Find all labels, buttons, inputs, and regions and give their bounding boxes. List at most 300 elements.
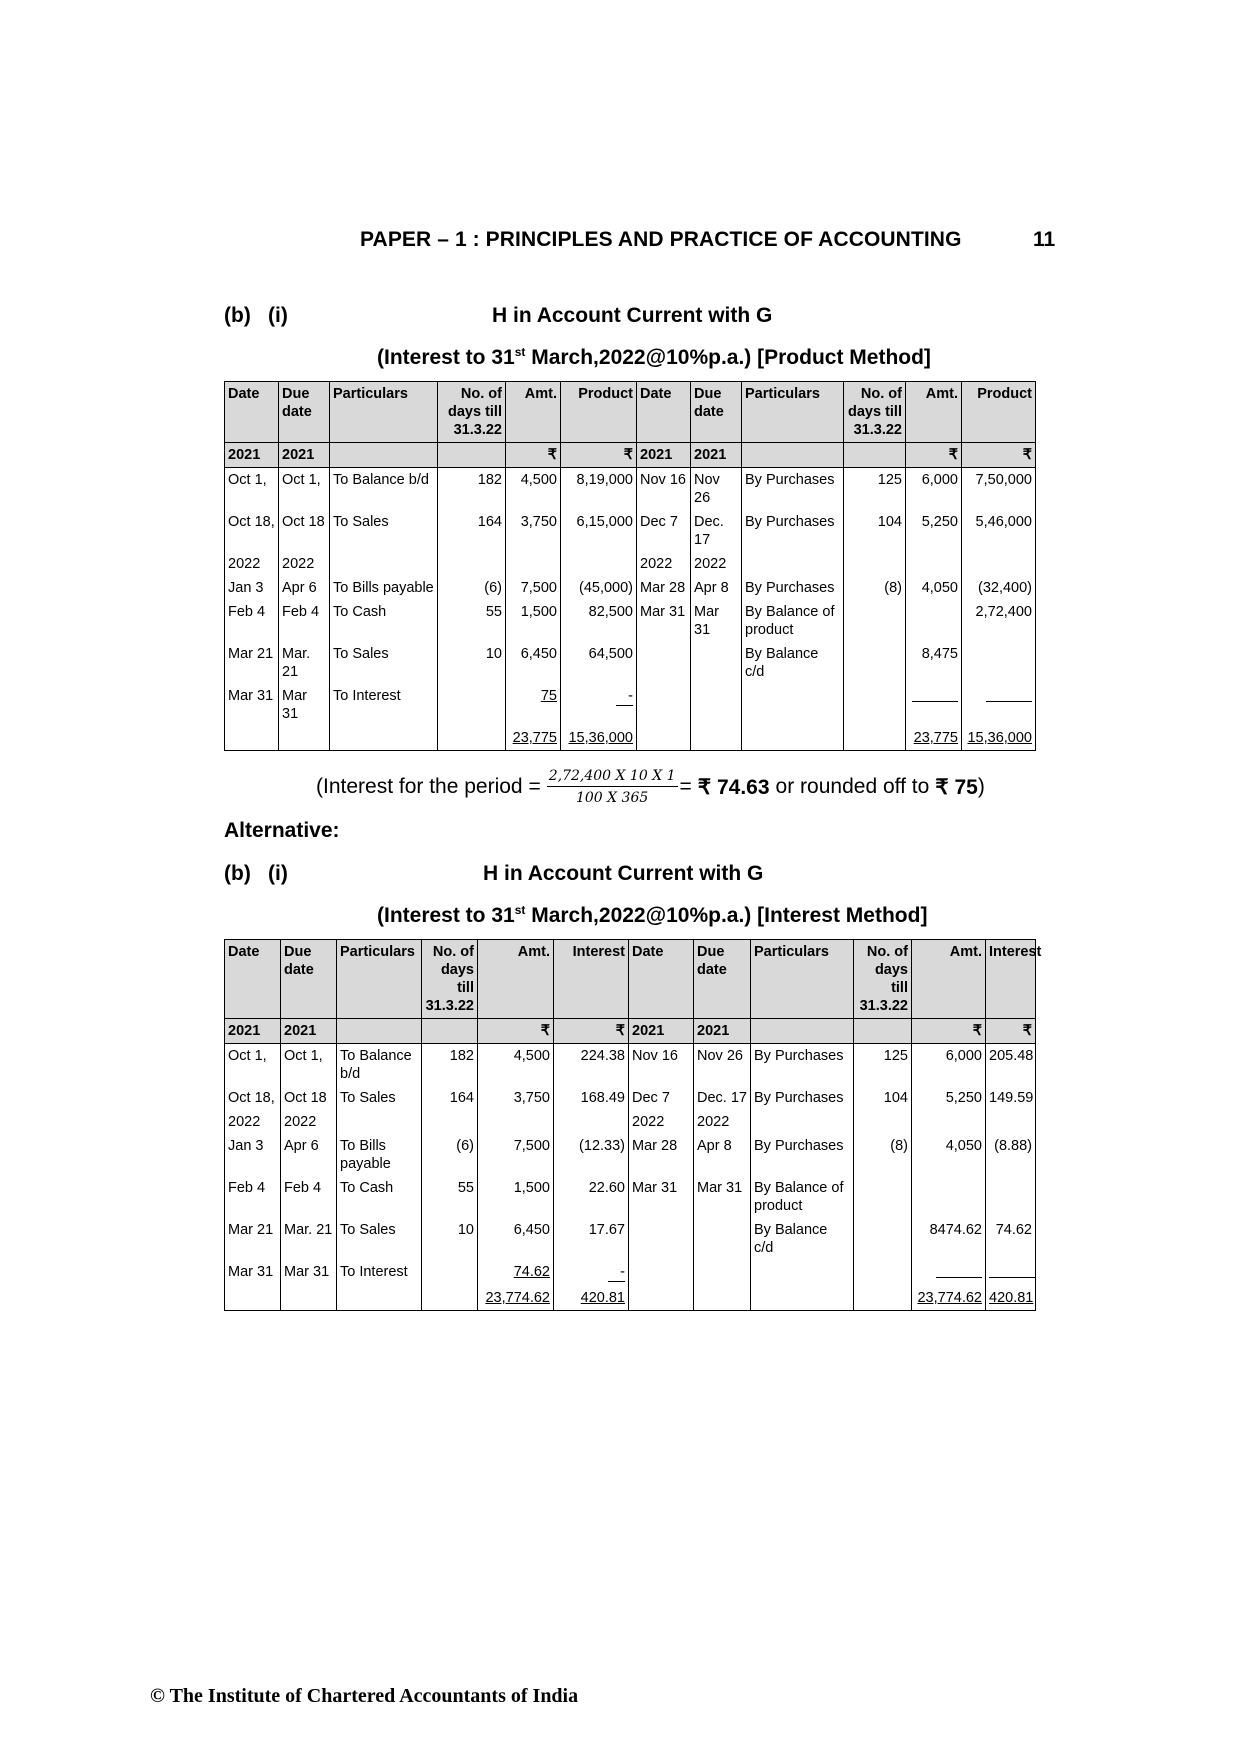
column-header: Amt. [906, 382, 962, 443]
table-cell: 6,000 [906, 468, 962, 511]
section2-subtitle: (Interest to 31st March,2022@10%p.a.) [Interest Method] [377, 903, 928, 927]
formula-prefix: (Interest for the period = [316, 775, 541, 798]
table-cell [844, 600, 906, 642]
table-cell: 2022 [637, 552, 691, 576]
column-header: Product [962, 382, 1036, 443]
table-cell: 17.67 [554, 1218, 629, 1260]
table-row [225, 1286, 1036, 1311]
column-header: Date [629, 940, 694, 1019]
table-cell: (8) [854, 1134, 912, 1176]
table-row [225, 510, 1036, 552]
table-row [225, 1176, 1036, 1218]
table-cell [962, 552, 1036, 576]
cell-value: 74.62 [513, 1264, 550, 1280]
formula-equals: = [679, 775, 692, 798]
table-cell [854, 1218, 912, 1260]
table-row [225, 1086, 1036, 1110]
table-cell: To Bills payable [337, 1134, 422, 1176]
table-cell [330, 552, 438, 576]
table-cell: 8474.62 [912, 1218, 986, 1260]
table-cell: Feb 4 [225, 600, 279, 642]
table-cell [629, 1286, 694, 1311]
table-cell: 2022 [691, 552, 742, 576]
table-cell: Feb 4 [281, 1176, 337, 1218]
table-header-row [225, 940, 1036, 1019]
table-row [225, 552, 1036, 576]
table-cell: To Sales [330, 642, 438, 684]
table-cell [742, 726, 844, 751]
rule-line [912, 687, 958, 702]
table-cell: Oct 1, [225, 468, 279, 511]
year-row [225, 443, 1036, 468]
column-header: Amt. [478, 940, 554, 1019]
table-cell: ₹ [962, 443, 1036, 468]
table-cell: ₹ [561, 443, 637, 468]
table-cell: 7,500 [506, 576, 561, 600]
table-cell: 168.49 [554, 1086, 629, 1110]
table-cell: 7,500 [478, 1134, 554, 1176]
table-cell: Oct 18, [225, 1086, 281, 1110]
column-header: Particulars [742, 382, 844, 443]
table-cell [554, 1110, 629, 1134]
table-cell: 2022 [694, 1110, 751, 1134]
cell-value: - [608, 1263, 625, 1282]
table-cell: Jan 3 [225, 576, 279, 600]
table-cell: 3,750 [478, 1086, 554, 1110]
table-cell [691, 684, 742, 726]
table-cell: Mar 21 [225, 642, 279, 684]
table-cell [422, 1286, 478, 1311]
table-cell: Jan 3 [225, 1134, 281, 1176]
table-cell: Mar 31 [281, 1260, 337, 1286]
column-header: Date [637, 382, 691, 443]
table-cell: Oct 18 [281, 1086, 337, 1110]
table-row [225, 1110, 1036, 1134]
table-cell: 2022 [279, 552, 330, 576]
table-cell: 5,250 [912, 1086, 986, 1110]
table-cell [561, 726, 637, 751]
cell-value: 420.81 [580, 1290, 625, 1306]
table-cell [854, 1260, 912, 1286]
table-cell [906, 684, 962, 726]
table-cell: By Purchases [751, 1086, 854, 1110]
cell-value: 15,36,000 [568, 730, 633, 746]
table-cell: Nov 16 [637, 468, 691, 511]
table-cell: Dec 7 [637, 510, 691, 552]
cell-value: 75 [540, 688, 557, 704]
table-cell [337, 1110, 422, 1134]
table-cell [694, 1218, 751, 1260]
table-cell [637, 684, 691, 726]
section2-label-i: (i) [268, 862, 288, 885]
table-cell: 164 [422, 1086, 478, 1110]
table-row [225, 1260, 1036, 1286]
table-cell: 10 [438, 642, 506, 684]
table-cell [912, 1286, 986, 1311]
table-cell: ₹ [478, 1019, 554, 1044]
table-cell: 182 [438, 468, 506, 511]
table-cell [691, 726, 742, 751]
table-cell: ₹ [906, 443, 962, 468]
table-cell: Nov 26 [694, 1044, 751, 1087]
table-cell: To Balance b/d [330, 468, 438, 511]
column-header: No. of days till 31.3.22 [422, 940, 478, 1019]
table-cell [742, 443, 844, 468]
table-cell: 6,450 [478, 1218, 554, 1260]
rule-line [989, 1263, 1035, 1278]
column-header: Interest [986, 940, 1036, 1019]
table-cell: To Cash [330, 600, 438, 642]
table-cell [854, 1286, 912, 1311]
table-cell: Mar 31 [225, 1260, 281, 1286]
table-cell [478, 1286, 554, 1311]
table-cell [751, 1019, 854, 1044]
section1-title: H in Account Current with G [492, 304, 773, 327]
table-cell: 104 [844, 510, 906, 552]
table-cell: 55 [438, 600, 506, 642]
table-cell: To Bills payable [330, 576, 438, 600]
table-cell: 74.62 [986, 1218, 1036, 1260]
table-cell [906, 552, 962, 576]
table-cell [422, 1260, 478, 1286]
table-cell [506, 684, 561, 726]
table-cell: 3,750 [506, 510, 561, 552]
table-cell: 4,050 [912, 1134, 986, 1176]
table-cell: 5,46,000 [962, 510, 1036, 552]
table-cell [438, 443, 506, 468]
page-header-title: PAPER – 1 : PRINCIPLES AND PRACTICE OF ACCOUNTING [360, 228, 962, 251]
column-header: No. of days till 31.3.22 [854, 940, 912, 1019]
table-cell: 4,500 [478, 1044, 554, 1087]
table-cell: 2021 [691, 443, 742, 468]
table-cell [554, 1286, 629, 1311]
table-cell [986, 1110, 1036, 1134]
table-cell: Nov 26 [691, 468, 742, 511]
column-header: Interest [554, 940, 629, 1019]
table-cell: Oct 1, [279, 468, 330, 511]
section1-label-b: (b) [224, 304, 251, 327]
table-cell [506, 552, 561, 576]
table-cell: 2021 [637, 443, 691, 468]
table-cell: Mar 31 [691, 600, 742, 642]
column-header: No. of days till 31.3.22 [844, 382, 906, 443]
table-cell: Nov 16 [629, 1044, 694, 1087]
table-cell [637, 642, 691, 684]
rule-line [986, 687, 1032, 702]
table-row [225, 684, 1036, 726]
table-cell [225, 1286, 281, 1311]
table-cell [506, 726, 561, 751]
table-cell [691, 642, 742, 684]
table-cell: Dec. 17 [691, 510, 742, 552]
column-header: Amt. [912, 940, 986, 1019]
table-cell: (8.88) [986, 1134, 1036, 1176]
table-cell: Mar. 21 [279, 642, 330, 684]
table-cell: (12.33) [554, 1134, 629, 1176]
table-cell [854, 1019, 912, 1044]
table-cell: 149.59 [986, 1086, 1036, 1110]
table-cell [337, 1286, 422, 1311]
table-row [225, 1218, 1036, 1260]
table-cell [962, 642, 1036, 684]
table-cell: 2021 [225, 443, 279, 468]
column-header: Particulars [751, 940, 854, 1019]
table-cell [986, 1176, 1036, 1218]
table-cell [844, 726, 906, 751]
table-cell: 8,475 [906, 642, 962, 684]
table-cell [962, 726, 1036, 751]
table-cell: 8,19,000 [561, 468, 637, 511]
table-cell: Mar 31 [279, 684, 330, 726]
table-cell: By Purchases [742, 468, 844, 511]
formula-rounded: ₹ 75 [935, 775, 978, 799]
table-row [225, 576, 1036, 600]
column-header: Date [225, 382, 279, 443]
table-cell [986, 1260, 1036, 1286]
column-header: Due date [691, 382, 742, 443]
table-cell: 125 [854, 1044, 912, 1087]
table-cell: To Interest [330, 684, 438, 726]
section1-label-i: (i) [268, 304, 288, 327]
formula-middle-text: or rounded off to [775, 775, 930, 798]
table-cell: By Balance of product [751, 1176, 854, 1218]
column-header: Due date [281, 940, 337, 1019]
column-header: No. of days till 31.3.22 [438, 382, 506, 443]
table-cell: Apr 6 [279, 576, 330, 600]
table-cell: (45,000) [561, 576, 637, 600]
table-cell: 10 [422, 1218, 478, 1260]
table-cell [844, 552, 906, 576]
formula-fraction [547, 768, 678, 806]
table-cell [912, 1110, 986, 1134]
table-cell: By Purchases [751, 1044, 854, 1087]
table-cell [906, 600, 962, 642]
table-cell: 7,50,000 [962, 468, 1036, 511]
table-cell: (6) [422, 1134, 478, 1176]
table-cell [281, 1286, 337, 1311]
table-row [225, 600, 1036, 642]
table-cell [279, 726, 330, 751]
account-current-product-table [224, 381, 1036, 751]
table-cell: 1,500 [478, 1176, 554, 1218]
table-cell: Mar 28 [629, 1134, 694, 1176]
table-row [225, 468, 1036, 511]
table-cell [742, 552, 844, 576]
section1-subtitle: (Interest to 31st March,2022@10%p.a.) [Product Method] [377, 345, 931, 369]
table-cell [337, 1019, 422, 1044]
table-cell [561, 684, 637, 726]
table-cell: Mar. 21 [281, 1218, 337, 1260]
cell-value: 23,774.62 [485, 1290, 550, 1306]
table-cell: 2021 [225, 1019, 281, 1044]
formula-numerator: 2,72,400 X 10 X 1 [547, 768, 678, 787]
table-row [225, 1134, 1036, 1176]
table-cell: Oct 1, [281, 1044, 337, 1087]
page-number: 11 [1033, 228, 1056, 251]
table-cell: Mar 28 [637, 576, 691, 600]
table-cell: Dec 7 [629, 1086, 694, 1110]
table-cell: Apr 8 [691, 576, 742, 600]
table-cell: 2022 [281, 1110, 337, 1134]
table-cell: 4,050 [906, 576, 962, 600]
table-cell [962, 684, 1036, 726]
table-cell [742, 684, 844, 726]
table-cell: 125 [844, 468, 906, 511]
table-row [225, 642, 1036, 684]
formula-suffix: ) [977, 775, 985, 798]
table-cell: 64,500 [561, 642, 637, 684]
table-cell [629, 1218, 694, 1260]
table-cell: 1,500 [506, 600, 561, 642]
table-cell: ₹ [912, 1019, 986, 1044]
table-cell: Apr 8 [694, 1134, 751, 1176]
table-cell [751, 1286, 854, 1311]
cell-value: - [616, 687, 633, 706]
table-cell: ₹ [986, 1019, 1036, 1044]
table-cell: Mar 21 [225, 1218, 281, 1260]
table-cell: To Interest [337, 1260, 422, 1286]
table-cell [844, 443, 906, 468]
table-cell [854, 1176, 912, 1218]
table-cell: 55 [422, 1176, 478, 1218]
table-cell: 2022 [629, 1110, 694, 1134]
table-cell: By Purchases [742, 576, 844, 600]
cell-value: 23,775 [512, 730, 557, 746]
table-cell: (6) [438, 576, 506, 600]
table-cell [694, 1286, 751, 1311]
table-cell: To Sales [330, 510, 438, 552]
table-cell [330, 443, 438, 468]
formula-result: ₹ 74.63 [697, 775, 770, 799]
table-cell: By Balance c/d [751, 1218, 854, 1260]
table-cell: By Balance c/d [742, 642, 844, 684]
table-cell: 104 [854, 1086, 912, 1110]
section2-label-b: (b) [224, 862, 251, 885]
table-cell: To Cash [337, 1176, 422, 1218]
table-cell: To Sales [337, 1086, 422, 1110]
column-header: Due date [694, 940, 751, 1019]
table-cell: Oct 18, [225, 510, 279, 552]
table-cell [478, 1260, 554, 1286]
cell-value: 420.81 [989, 1290, 1034, 1306]
table-cell [844, 684, 906, 726]
table-cell: ₹ [554, 1019, 629, 1044]
table-cell [637, 726, 691, 751]
footer-copyright: © The Institute of Chartered Accountants of India [150, 1685, 579, 1707]
table-row [225, 1044, 1036, 1087]
column-header: Due date [279, 382, 330, 443]
table-cell [422, 1019, 478, 1044]
table-cell [906, 726, 962, 751]
table-header-row [225, 382, 1036, 443]
table-cell: Feb 4 [225, 1176, 281, 1218]
column-header: Particulars [330, 382, 438, 443]
table-cell: By Balance of product [742, 600, 844, 642]
interest-formula [316, 768, 985, 806]
table-cell: 2021 [629, 1019, 694, 1044]
column-header: Particulars [337, 940, 422, 1019]
table-cell: 2021 [279, 443, 330, 468]
table-cell [438, 552, 506, 576]
table-cell: 2,72,400 [962, 600, 1036, 642]
table-cell: 2022 [225, 1110, 281, 1134]
section2-title: H in Account Current with G [483, 862, 764, 885]
table-cell: 205.48 [986, 1044, 1036, 1087]
rule-line [936, 1263, 982, 1278]
table-cell [751, 1110, 854, 1134]
table-cell [629, 1260, 694, 1286]
table-cell: (8) [844, 576, 906, 600]
table-cell: Mar 31 [694, 1176, 751, 1218]
table-cell [986, 1286, 1036, 1311]
table-cell [694, 1260, 751, 1286]
table-cell: 2021 [694, 1019, 751, 1044]
table-cell: 5,250 [906, 510, 962, 552]
table-cell [912, 1176, 986, 1218]
table-cell: 2021 [281, 1019, 337, 1044]
table-cell: 4,500 [506, 468, 561, 511]
table-cell: (32,400) [962, 576, 1036, 600]
table-cell: 6,15,000 [561, 510, 637, 552]
year-row [225, 1019, 1036, 1044]
table-cell [554, 1260, 629, 1286]
column-header: Amt. [506, 382, 561, 443]
table-cell: ₹ [506, 443, 561, 468]
table-cell [912, 1260, 986, 1286]
table-cell: Oct 18 [279, 510, 330, 552]
table-cell [422, 1110, 478, 1134]
cell-value: 23,774.62 [917, 1290, 982, 1306]
formula-denominator: 100 X 365 [575, 790, 649, 806]
table-cell [844, 642, 906, 684]
table-cell [438, 684, 506, 726]
table-cell [225, 726, 279, 751]
table-cell [561, 552, 637, 576]
table-cell: By Purchases [742, 510, 844, 552]
table-cell: 82,500 [561, 600, 637, 642]
table-cell: 182 [422, 1044, 478, 1087]
table-cell: Feb 4 [279, 600, 330, 642]
table-cell: To Sales [337, 1218, 422, 1260]
table-cell: 6,450 [506, 642, 561, 684]
account-current-interest-table [224, 939, 1042, 1311]
table-cell: To Balance b/d [337, 1044, 422, 1087]
alternative-label: Alternative: [224, 819, 340, 842]
table-cell: Dec. 17 [694, 1086, 751, 1110]
table-cell: 22.60 [554, 1176, 629, 1218]
cell-value: 23,775 [913, 730, 958, 746]
column-header: Date [225, 940, 281, 1019]
table-cell [438, 726, 506, 751]
table-cell: Mar 31 [225, 684, 279, 726]
table-cell: 2022 [225, 552, 279, 576]
cell-value: 15,36,000 [967, 730, 1032, 746]
table-cell [330, 726, 438, 751]
table-cell [478, 1110, 554, 1134]
column-header: Product [561, 382, 637, 443]
table-cell [854, 1110, 912, 1134]
table-cell: 224.38 [554, 1044, 629, 1087]
table-cell [751, 1260, 854, 1286]
table-cell: 164 [438, 510, 506, 552]
table-row [225, 726, 1036, 751]
table-cell: Mar 31 [629, 1176, 694, 1218]
table-cell: Oct 1, [225, 1044, 281, 1087]
table-cell: By Purchases [751, 1134, 854, 1176]
table-cell: Apr 6 [281, 1134, 337, 1176]
table-cell: Mar 31 [637, 600, 691, 642]
table-cell: 6,000 [912, 1044, 986, 1087]
